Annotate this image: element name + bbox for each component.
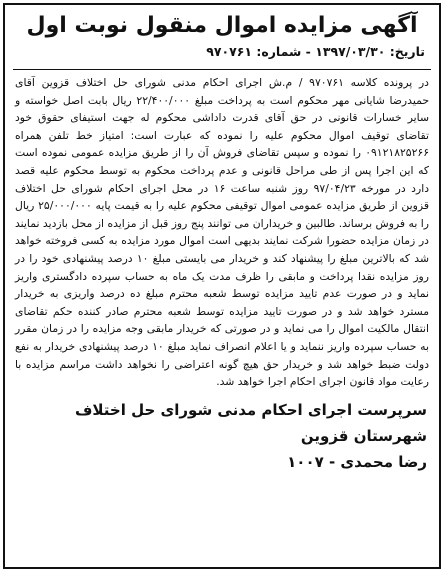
notice-body: در پرونده کلاسه ۹۷۰۷۶۱ / م.ش اجرای احکام مدنی شورای حل اختلاف قزوین آقای حمیدرضا شایانی مهر محکوم است به پرداخت مبلغ ۲۲/۴۰۰/۰۰۰ ریال بابت اصل خواسته و سایر خسارات قانونی در حق آقای قدرت داداشی محکوم له جهت استیفای حقوق خود تقاضای توقیف اموال محکوم علیه را نموده که عبارت است: امتیاز خط تلفن همراه ۰۹۱۲۱۸۲۵۲۶۶ را نموده و سپس تقاضای فروش آن را از طریق مزایده عمومی نموده است که این اجرا پس از طی مراحل قانونی و عدم پرداخت محکوم به توسط محکوم علیه قصد دارد در مورخه ۹۷/۰۴/۲۳ روز شنبه ساعت ۱۶ در محل اجرای احکام شورای حل اختلاف قزوین از طریق مزایده عمومی اموال توقیفی محکوم علیه را به قیمت پایه ۲۵/۰۰۰/۰۰۰ ریال را به فروش برساند. طالبین و خریداران می توانند پنج روز قبل از مزایده از محل بازدید نمایند در زمان مزایده حضورا شرکت نمایند بدیهی است اموال مورد مزایده به کسی فروخته خواهد شد که بالاترین مبلغ را پیشنهاد کند و خریدار می بایستی مبلغ ۱۰ درصد پیشنهادی خود را در روز مزایده نقدا پرداخت و مابقی را ظرف مدت یک ماه به حساب سپرده دادگستری واریز نماید و در صورت عدم تایید مزایده توسط شعبه محترم مبلغ ده درصد واریزی به خریدار مسترد خواهد شد و در صورت تایید مزایده توسط شعبه محترم صادر کننده حکم تقاضای انتقال مالکیت اموال را می نماید و در صورتی که خریدار مابقی وجه مزایده را در زمان مقرر به حساب سپرده واریز ننماید و یا اعلام انصراف نماید مبلغ ۱۰ درصد پیشنهادی خریدار به نفع دولت ضبط خواهد شد و خریدار حق هیچ گونه اعتراضی را نخواهد داشت مراسم مزایده با رعایت مواد قانون اجرای احکام اجرا خواهد شد. [15,76,430,389]
signer-name: رضا محمدی - ۱۰۰۷ [287,452,427,471]
notice-title: آگهی مزایده اموال منقول نوبت اول [26,13,418,38]
notice-frame [3,3,441,569]
header-divider [13,69,431,70]
notice-footer [5,391,439,475]
notice-date-number: تاریخ: ۱۳۹۷/۰۳/۳۰ - شماره: ۹۷۰۷۶۱ [206,44,425,59]
signer-title: سرپرست اجرای احکام مدنی شورای حل اختلاف شهرستان قزوین [74,400,427,445]
